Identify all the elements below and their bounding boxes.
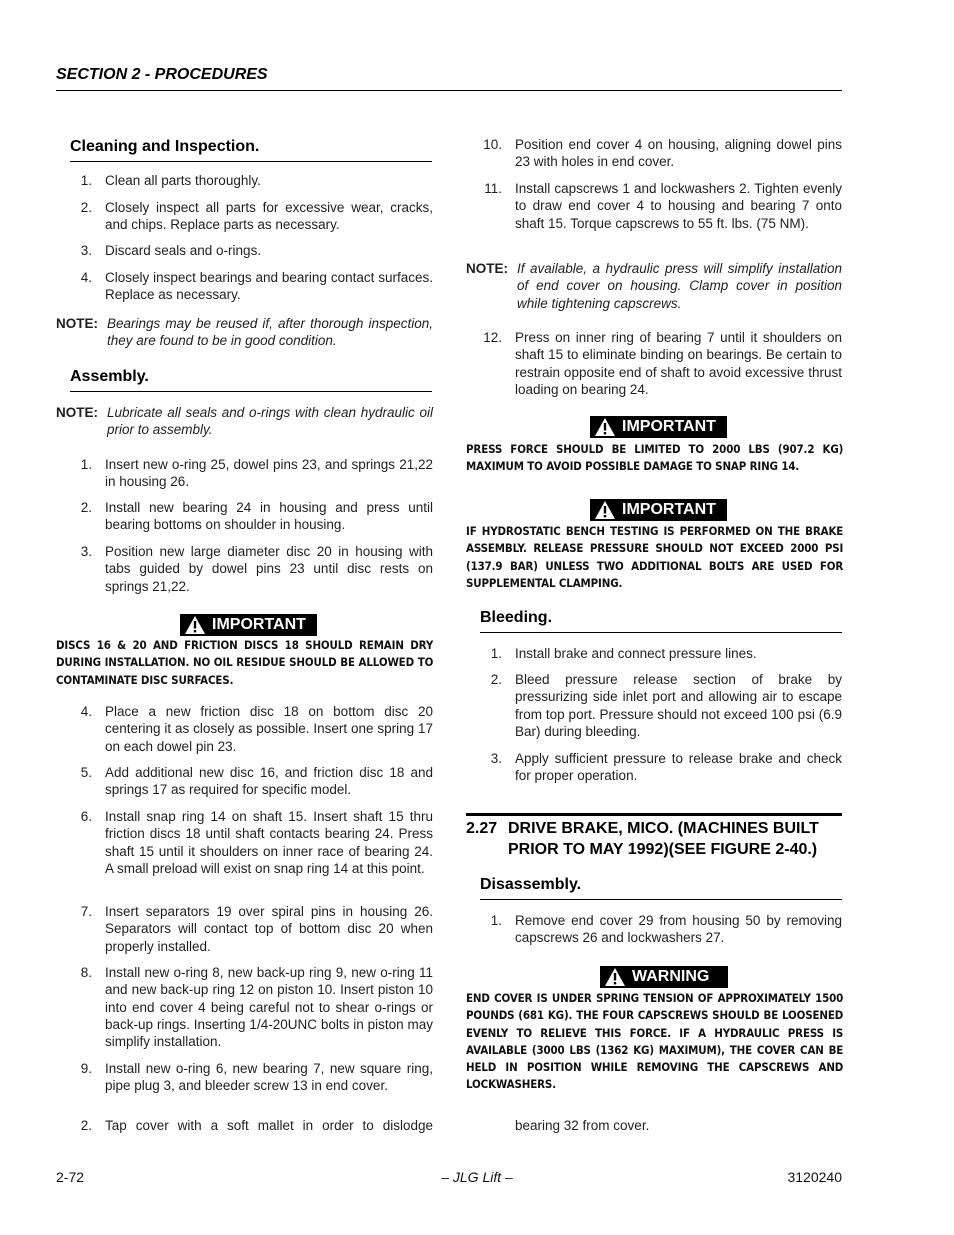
warning-text: END COVER IS UNDER SPRING TENSION OF APPROXIMATELY 1500 POUNDS (681 KG). THE FOUR CAPSCREWS SHOULD BE LOOSENED EVENLY TO RELIEVE THIS FORCE. IF A HYDRAULIC PRESS IS AVAILABLE (3000 LBS (1362 KG) MAXIMUM), THE COVER CAN BE HELD IN POSITION WHILE REMOVING THE CAPSCREWS AND LOCKWASHERS. — [466, 992, 844, 1092]
list-item: 6. Install snap ring 14 on shaft 15. Insert shaft 15 thru friction discs 18 until shaft contacts bearing 24. Press shaft 15 until it shoulders on inner race of bearing 24. A small preload will exist on snap ring 14 at this point. — [80, 809, 433, 876]
list-item: 1. Insert new o-ring 25, dowel pins 23, and springs 21,22 in housing 26. — [80, 457, 433, 490]
page-header — [56, 64, 842, 91]
list-item: 2. Closely inspect all parts for excessive wear, cracks, and chips. Replace parts as necessary. — [80, 200, 433, 233]
cleaning-heading: Cleaning and Inspection. — [70, 137, 432, 162]
note: NOTE: Bearings may be reused if, after thorough inspection, they are found to be in good condition. — [56, 316, 433, 349]
list-item: 5. Add additional new disc 16, and friction disc 18 and springs 17 as required for specific model. — [80, 765, 433, 798]
important-badge: IMPORTANT — [180, 614, 317, 636]
document-number: 3120240 — [787, 1169, 842, 1185]
important-badge: IMPORTANT — [590, 416, 727, 438]
list-item: 3. Apply sufficient pressure to release brake and check for proper operation. — [490, 751, 842, 784]
warning-triangle-icon — [604, 967, 626, 987]
section-title: DRIVE BRAKE, MICO. (MACHINES BUILT PRIOR TO MAY 1992)(SEE FIGURE 2-40.) — [508, 820, 819, 858]
important-badge: IMPORTANT — [590, 499, 727, 521]
section-number: 2.27 — [466, 820, 498, 837]
list-item: 1. Remove end cover 29 from housing 50 by removing capscrews 26 and lockwashers 27. — [490, 913, 842, 946]
note: NOTE: If available, a hydraulic press will simplify installation of end cover on housing. Clamp cover in position while tightening capscrews. — [466, 261, 842, 311]
page-number: 2-72 — [56, 1169, 85, 1185]
list-item: 4. Closely inspect bearings and bearing contact surfaces. Replace as necessary. — [80, 270, 433, 303]
list-item: 9. Install new o-ring 6, new bearing 7, new square ring, pipe plug 3, and bleeder screw 13 in end cover. — [80, 1061, 433, 1094]
list-item: 4. Place a new friction disc 18 on bottom disc 20 centering it as closely as possible. Insert one spring 17 on each dowel pin 23. — [80, 704, 433, 754]
list-item: 8. Install new o-ring 8, new back-up ring 9, new o-ring 11 and new back-up ring 12 on piston 10. Insert piston 10 into end cover 4 being careful not to shear o-rings or back-up rings. Inserting 1/4-20UNC bolts in piston may simplify installation. — [80, 965, 433, 1050]
warning-triangle-icon — [594, 500, 616, 520]
list-item: 3. Discard seals and o-rings. — [80, 243, 262, 258]
footer-brand: – JLG Lift – — [441, 1169, 513, 1185]
list-item: 2. Bleed pressure release section of brake by pressurizing side inlet port and allowing air to escape from top port. Pressure should not exceed 100 psi (6.9 Bar) during bleeding. — [490, 672, 842, 739]
list-item: 1. Install brake and connect pressure lines. — [490, 646, 757, 661]
list-item: 1. Clean all parts thoroughly. — [80, 173, 261, 188]
list-item: 11. Install capscrews 1 and lockwashers 2. Tighten evenly to draw end cover 4 to housing and bearing 7 onto shaft 15. Torque capscrews to 55 ft. lbs. (75 NM). — [484, 181, 842, 231]
list-item: 2. Install new bearing 24 in housing and press until bearing bottoms on shoulder in housing. — [80, 500, 433, 533]
important-text: DISCS 16 & 20 AND FRICTION DISCS 18 SHOULD REMAIN DRY DURING INSTALLATION. NO OIL RESIDUE SHOULD BE ALLOWED TO CONTAMINATE DISC SURFACES. — [56, 639, 434, 687]
list-item: 7. Insert separators 19 over spiral pins in housing 26. Separators will contact top of bottom disc 20 when properly installed. — [80, 904, 433, 954]
important-text: IF HYDROSTATIC BENCH TESTING IS PERFORMED ON THE BRAKE ASSEMBLY. RELEASE PRESSURE SHOULD NOT EXCEED 2000 PSI (137.9 BAR) UNLESS TWO ADDITIONAL BOLTS ARE USED FOR SUPPLEMENTAL CLAMPING. — [466, 525, 844, 590]
warning-badge: WARNING — [600, 966, 728, 988]
section-label: SECTION 2 - PROCEDURES — [56, 66, 268, 83]
section-rule — [466, 813, 842, 816]
bleeding-heading: Bleeding. — [480, 608, 842, 633]
list-item: 3. Position new large diameter disc 20 in housing with tabs guided by dowel pins 23 until disc rests on springs 21,22. — [80, 544, 433, 594]
warning-triangle-icon — [594, 417, 616, 437]
important-text: PRESS FORCE SHOULD BE LIMITED TO 2000 LBS (907.2 KG) MAXIMUM TO AVOID POSSIBLE DAMAGE TO SNAP RING 14. — [466, 443, 844, 474]
assembly-heading: Assembly. — [70, 367, 432, 392]
list-item: 2. Tap cover with a soft mallet in order to dislodge — [80, 1118, 433, 1133]
list-item: 10. Position end cover 4 on housing, aligning dowel pins 23 with holes in end cover. — [483, 137, 842, 170]
warning-triangle-icon — [184, 615, 206, 635]
note: NOTE: Lubricate all seals and o-rings with clean hydraulic oil prior to assembly. — [56, 405, 433, 438]
list-item: 12. Press on inner ring of bearing 7 until it shoulders on shaft 15 to eliminate binding on bearings. Be certain to restrain opposite end of shaft to avoid excessive thrust loading on bearing 24. — [483, 330, 842, 397]
disassembly-heading: Disassembly. — [480, 875, 842, 900]
continued-text: bearing 32 from cover. — [515, 1118, 650, 1133]
